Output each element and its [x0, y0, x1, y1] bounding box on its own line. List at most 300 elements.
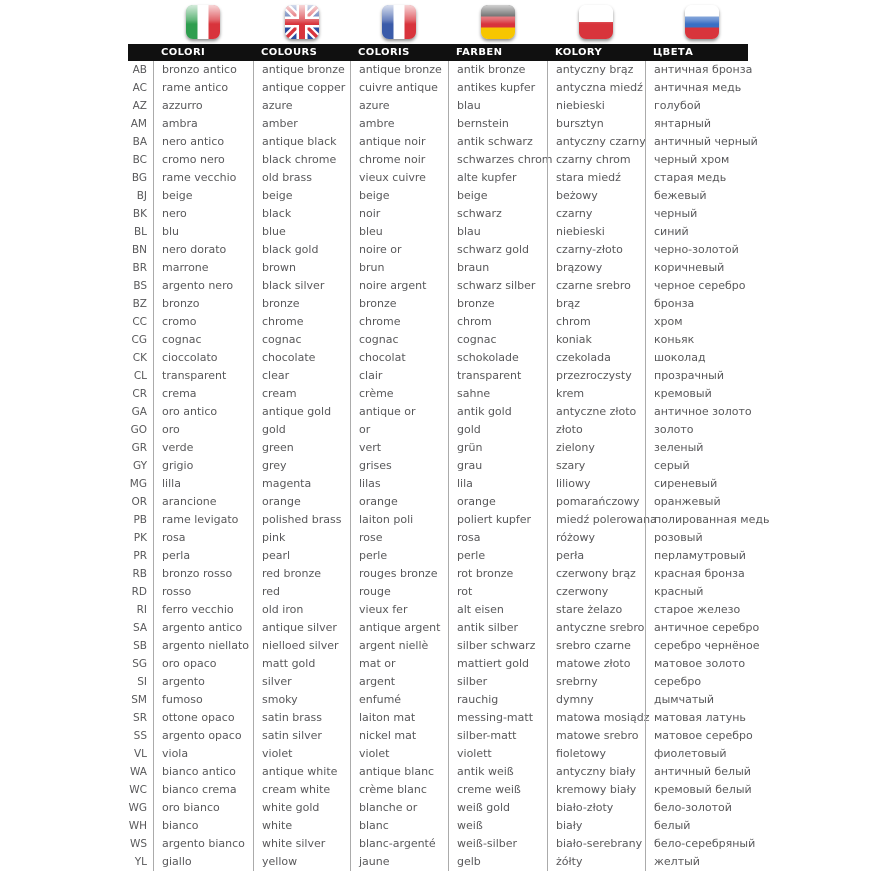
- color-code: YL: [134, 856, 147, 868]
- color-code: MG: [129, 478, 147, 490]
- color-name-colori: oro: [153, 421, 253, 439]
- color-name-colori: cioccolato: [153, 349, 253, 367]
- color-name-colori: ambra: [153, 115, 253, 133]
- color-name-colori: argento antico: [153, 619, 253, 637]
- color-name-farben: orange: [448, 493, 547, 511]
- color-name-kolory: antyczne złoto: [547, 403, 645, 421]
- color-name-coloris: blanche or: [350, 799, 448, 817]
- color-name-colours: chrome: [253, 313, 350, 331]
- color-name-kolory: złoto: [547, 421, 645, 439]
- color-name-cveta: старое железо: [645, 601, 775, 619]
- color-name-kolory: perła: [547, 547, 645, 565]
- color-name-cveta: фиолетовый: [645, 745, 775, 763]
- color-name-cveta: старая медь: [645, 169, 775, 187]
- color-name-cveta: шоколад: [645, 349, 775, 367]
- color-name-farben: grau: [448, 457, 547, 475]
- color-name-colori: argento: [153, 673, 253, 691]
- color-name-coloris: cognac: [350, 331, 448, 349]
- color-name-cveta: красная бронза: [645, 565, 775, 583]
- color-name-cveta: античное золото: [645, 403, 775, 421]
- color-name-farben: weiß gold: [448, 799, 547, 817]
- color-name-farben: schwarz gold: [448, 241, 547, 259]
- color-name-coloris: perle: [350, 547, 448, 565]
- color-code: WS: [129, 838, 147, 850]
- color-code: BS: [133, 280, 147, 292]
- color-name-colours: silver: [253, 673, 350, 691]
- color-code: BC: [132, 154, 147, 166]
- color-code: CG: [131, 334, 147, 346]
- color-code: SG: [132, 658, 147, 670]
- color-name-kolory: kremowy biały: [547, 781, 645, 799]
- color-name-kolory: biało-złoty: [547, 799, 645, 817]
- color-name-kolory: czarny chrom: [547, 151, 645, 169]
- color-name-cveta: античный черный: [645, 133, 775, 151]
- color-code: CC: [132, 316, 147, 328]
- color-name-colours: black silver: [253, 277, 350, 295]
- color-name-kolory: matowe srebro: [547, 727, 645, 745]
- color-name-farben: perle: [448, 547, 547, 565]
- color-name-kolory: srebrny: [547, 673, 645, 691]
- color-code: BG: [131, 172, 147, 184]
- color-name-kolory: stara miedź: [547, 169, 645, 187]
- color-name-cveta: античное серебро: [645, 619, 775, 637]
- color-name-coloris: antique blanc: [350, 763, 448, 781]
- flag-france: [382, 5, 416, 39]
- color-name-cveta: серый: [645, 457, 775, 475]
- color-name-coloris: crème: [350, 385, 448, 403]
- color-code: AC: [132, 82, 147, 94]
- color-name-coloris: azure: [350, 97, 448, 115]
- color-name-cveta: янтарный: [645, 115, 775, 133]
- color-name-coloris: chrome: [350, 313, 448, 331]
- color-name-coloris: laiton poli: [350, 511, 448, 529]
- color-name-colours: gold: [253, 421, 350, 439]
- color-name-coloris: bleu: [350, 223, 448, 241]
- color-name-colours: magenta: [253, 475, 350, 493]
- color-code: AZ: [132, 100, 147, 112]
- color-name-farben: transparent: [448, 367, 547, 385]
- color-name-colori: blu: [153, 223, 253, 241]
- color-name-kolory: czerwony: [547, 583, 645, 601]
- color-name-kolory: antyczny czarny: [547, 133, 645, 151]
- color-name-kolory: antyczna miedź: [547, 79, 645, 97]
- color-name-coloris: jaune: [350, 853, 448, 871]
- color-name-colori: beige: [153, 187, 253, 205]
- color-code: SS: [133, 730, 147, 742]
- color-name-farben: rosa: [448, 529, 547, 547]
- color-name-farben: grün: [448, 439, 547, 457]
- color-name-farben: sahne: [448, 385, 547, 403]
- color-name-cveta: голубой: [645, 97, 775, 115]
- color-code: PR: [133, 550, 147, 562]
- color-name-colori: oro antico: [153, 403, 253, 421]
- table-header-bar: [128, 44, 748, 61]
- color-code: GY: [132, 460, 147, 472]
- color-name-colori: cromo nero: [153, 151, 253, 169]
- color-name-coloris: laiton mat: [350, 709, 448, 727]
- color-name-farben: alte kupfer: [448, 169, 547, 187]
- color-name-cveta: сиреневый: [645, 475, 775, 493]
- color-name-colours: amber: [253, 115, 350, 133]
- color-name-colori: nero antico: [153, 133, 253, 151]
- color-name-farben: silber: [448, 673, 547, 691]
- color-name-colori: ottone opaco: [153, 709, 253, 727]
- color-name-coloris: chocolat: [350, 349, 448, 367]
- color-name-colori: lilla: [153, 475, 253, 493]
- color-name-farben: braun: [448, 259, 547, 277]
- color-name-coloris: beige: [350, 187, 448, 205]
- color-name-kolory: beżowy: [547, 187, 645, 205]
- color-name-colori: rame vecchio: [153, 169, 253, 187]
- color-name-cveta: кремовый: [645, 385, 775, 403]
- color-name-kolory: liliowy: [547, 475, 645, 493]
- color-name-cveta: античная медь: [645, 79, 775, 97]
- color-name-coloris: grises: [350, 457, 448, 475]
- color-name-kolory: czerwony brąz: [547, 565, 645, 583]
- color-name-kolory: żółty: [547, 853, 645, 871]
- color-name-colours: nielloed silver: [253, 637, 350, 655]
- color-name-kolory: bursztyn: [547, 115, 645, 133]
- color-name-colours: antique copper: [253, 79, 350, 97]
- flag-italy: [186, 5, 220, 39]
- color-name-kolory: krem: [547, 385, 645, 403]
- color-name-colori: oro bianco: [153, 799, 253, 817]
- color-name-coloris: clair: [350, 367, 448, 385]
- color-code: SR: [133, 712, 147, 724]
- color-name-farben: weiß: [448, 817, 547, 835]
- color-name-colours: red: [253, 583, 350, 601]
- color-code: WG: [128, 802, 147, 814]
- color-name-farben: creme weiß: [448, 781, 547, 799]
- color-name-kolory: szary: [547, 457, 645, 475]
- color-name-farben: bronze: [448, 295, 547, 313]
- color-name-coloris: vieux fer: [350, 601, 448, 619]
- color-code: CL: [133, 370, 147, 382]
- header-coloris: COLORIS: [358, 47, 410, 58]
- color-name-kolory: czarny-złoto: [547, 241, 645, 259]
- color-name-farben: antik weiß: [448, 763, 547, 781]
- color-code: AM: [130, 118, 147, 130]
- color-name-colori: giallo: [153, 853, 253, 871]
- color-code: CR: [132, 388, 147, 400]
- color-name-kolory: pomarańczowy: [547, 493, 645, 511]
- color-name-farben: rot: [448, 583, 547, 601]
- color-name-kolory: przezroczysty: [547, 367, 645, 385]
- color-code: BJ: [136, 190, 147, 202]
- color-name-farben: rot bronze: [448, 565, 547, 583]
- color-name-farben: beige: [448, 187, 547, 205]
- color-name-cveta: черное серебро: [645, 277, 775, 295]
- color-name-cveta: античная бронза: [645, 61, 775, 79]
- color-name-farben: cognac: [448, 331, 547, 349]
- color-name-colours: pearl: [253, 547, 350, 565]
- color-name-farben: antik silber: [448, 619, 547, 637]
- color-name-farben: lila: [448, 475, 547, 493]
- color-name-farben: silber schwarz: [448, 637, 547, 655]
- color-name-cveta: перламутровый: [645, 547, 775, 565]
- color-name-colours: green: [253, 439, 350, 457]
- color-name-kolory: matowe złoto: [547, 655, 645, 673]
- color-name-coloris: argent niellè: [350, 637, 448, 655]
- color-name-colori: viola: [153, 745, 253, 763]
- color-name-coloris: argent: [350, 673, 448, 691]
- color-code: BA: [132, 136, 147, 148]
- color-name-kolory: antyczne srebro: [547, 619, 645, 637]
- color-name-coloris: brun: [350, 259, 448, 277]
- color-name-farben: gelb: [448, 853, 547, 871]
- color-name-kolory: chrom: [547, 313, 645, 331]
- color-name-farben: antik gold: [448, 403, 547, 421]
- color-code: PK: [133, 532, 147, 544]
- color-code: SI: [137, 676, 147, 688]
- color-name-farben: blau: [448, 223, 547, 241]
- color-name-coloris: antique argent: [350, 619, 448, 637]
- color-code: BN: [131, 244, 147, 256]
- color-table-body: [128, 61, 775, 871]
- color-name-farben: antik schwarz: [448, 133, 547, 151]
- color-code: WH: [128, 820, 147, 832]
- color-name-cveta: бежевый: [645, 187, 775, 205]
- color-name-colours: yellow: [253, 853, 350, 871]
- color-name-coloris: chrome noir: [350, 151, 448, 169]
- color-name-colori: nero: [153, 205, 253, 223]
- color-name-cveta: коньяк: [645, 331, 775, 349]
- color-name-kolory: fioletowy: [547, 745, 645, 763]
- color-name-cveta: красный: [645, 583, 775, 601]
- color-name-colours: orange: [253, 493, 350, 511]
- color-name-colours: black: [253, 205, 350, 223]
- color-name-coloris: antique bronze: [350, 61, 448, 79]
- header-colori: COLORI: [161, 47, 206, 58]
- color-name-cveta: кремовый белый: [645, 781, 775, 799]
- color-name-kolory: biały: [547, 817, 645, 835]
- color-name-kolory: różowy: [547, 529, 645, 547]
- color-name-kolory: matowa mosiądz: [547, 709, 645, 727]
- color-name-cveta: коричневый: [645, 259, 775, 277]
- color-name-colori: perla: [153, 547, 253, 565]
- color-name-farben: chrom: [448, 313, 547, 331]
- color-name-coloris: bronze: [350, 295, 448, 313]
- color-code: PB: [133, 514, 147, 526]
- color-name-coloris: antique noir: [350, 133, 448, 151]
- color-name-colori: crema: [153, 385, 253, 403]
- color-code: GO: [130, 424, 147, 436]
- color-code: CK: [132, 352, 147, 364]
- color-name-cveta: матовое золото: [645, 655, 775, 673]
- color-name-kolory: antyczny brąz: [547, 61, 645, 79]
- color-name-kolory: biało-serebrany: [547, 835, 645, 853]
- color-name-colori: bianco: [153, 817, 253, 835]
- color-name-colours: antique black: [253, 133, 350, 151]
- color-name-colori: verde: [153, 439, 253, 457]
- color-name-colours: old brass: [253, 169, 350, 187]
- color-name-colours: violet: [253, 745, 350, 763]
- color-name-colori: transparent: [153, 367, 253, 385]
- color-name-farben: schokolade: [448, 349, 547, 367]
- color-name-cveta: розовый: [645, 529, 775, 547]
- color-name-colori: nero dorato: [153, 241, 253, 259]
- color-name-kolory: antyczny biały: [547, 763, 645, 781]
- color-name-kolory: czarny: [547, 205, 645, 223]
- color-code: BZ: [132, 298, 147, 310]
- color-code: AB: [132, 64, 147, 76]
- header-farben: FARBEN: [456, 47, 503, 58]
- color-name-colori: bronzo rosso: [153, 565, 253, 583]
- color-name-farben: violett: [448, 745, 547, 763]
- color-name-cveta: золото: [645, 421, 775, 439]
- color-name-farben: mattiert gold: [448, 655, 547, 673]
- color-name-colours: blue: [253, 223, 350, 241]
- color-name-coloris: antique or: [350, 403, 448, 421]
- color-name-colori: cromo: [153, 313, 253, 331]
- color-name-colori: argento nero: [153, 277, 253, 295]
- color-code: VL: [133, 748, 147, 760]
- color-name-farben: silber-matt: [448, 727, 547, 745]
- color-name-farben: weiß-silber: [448, 835, 547, 853]
- color-name-kolory: czarne srebro: [547, 277, 645, 295]
- color-name-colori: fumoso: [153, 691, 253, 709]
- color-name-cveta: матовая латунь: [645, 709, 775, 727]
- color-code: BK: [132, 208, 147, 220]
- flag-germany: [481, 5, 515, 39]
- color-name-coloris: blanc-argenté: [350, 835, 448, 853]
- color-name-colours: chocolate: [253, 349, 350, 367]
- color-name-cveta: матовое серебро: [645, 727, 775, 745]
- color-name-coloris: cuivre antique: [350, 79, 448, 97]
- color-name-colori: argento bianco: [153, 835, 253, 853]
- color-name-farben: schwarz silber: [448, 277, 547, 295]
- color-name-colours: smoky: [253, 691, 350, 709]
- color-name-cveta: серебро чернёное: [645, 637, 775, 655]
- header-colours: COLOURS: [261, 47, 318, 58]
- color-code: OR: [131, 496, 147, 508]
- color-name-colours: black chrome: [253, 151, 350, 169]
- color-name-colours: matt gold: [253, 655, 350, 673]
- color-name-coloris: vert: [350, 439, 448, 457]
- color-name-colours: polished brass: [253, 511, 350, 529]
- color-name-cveta: черный хром: [645, 151, 775, 169]
- color-name-coloris: blanc: [350, 817, 448, 835]
- color-name-farben: schwarzes chrom: [448, 151, 547, 169]
- color-name-coloris: crème blanc: [350, 781, 448, 799]
- color-code: SM: [131, 694, 147, 706]
- color-name-kolory: czekolada: [547, 349, 645, 367]
- color-name-coloris: noir: [350, 205, 448, 223]
- header-cveta: ЦВЕТА: [653, 47, 694, 58]
- color-name-colours: cream white: [253, 781, 350, 799]
- color-code: BR: [132, 262, 147, 274]
- color-name-kolory: brązowy: [547, 259, 645, 277]
- color-name-kolory: srebro czarne: [547, 637, 645, 655]
- flag-uk: [285, 5, 319, 39]
- color-name-colours: old iron: [253, 601, 350, 619]
- color-code: RB: [132, 568, 147, 580]
- color-name-cveta: полированная медь: [645, 511, 775, 529]
- color-name-colori: bianco crema: [153, 781, 253, 799]
- color-name-colours: grey: [253, 457, 350, 475]
- color-name-farben: bernstein: [448, 115, 547, 133]
- color-name-cveta: желтый: [645, 853, 775, 871]
- color-name-colours: cream: [253, 385, 350, 403]
- color-name-colori: oro opaco: [153, 655, 253, 673]
- color-name-colours: antique gold: [253, 403, 350, 421]
- color-name-colours: antique white: [253, 763, 350, 781]
- color-name-coloris: rouges bronze: [350, 565, 448, 583]
- color-name-coloris: rose: [350, 529, 448, 547]
- color-name-farben: antikes kupfer: [448, 79, 547, 97]
- color-name-farben: poliert kupfer: [448, 511, 547, 529]
- color-name-colori: grigio: [153, 457, 253, 475]
- color-name-cveta: бело-серебряный: [645, 835, 775, 853]
- color-name-kolory: miedź polerowana: [547, 511, 645, 529]
- color-name-farben: alt eisen: [448, 601, 547, 619]
- flag-slot-spacer: [128, 5, 153, 43]
- color-name-kolory: dymny: [547, 691, 645, 709]
- color-name-colours: beige: [253, 187, 350, 205]
- color-name-farben: schwarz: [448, 205, 547, 223]
- color-name-kolory: niebieski: [547, 223, 645, 241]
- color-name-colori: argento niellato: [153, 637, 253, 655]
- color-name-colours: brown: [253, 259, 350, 277]
- color-name-cveta: бело-золотой: [645, 799, 775, 817]
- color-name-farben: blau: [448, 97, 547, 115]
- color-name-colours: cognac: [253, 331, 350, 349]
- color-code: GA: [131, 406, 147, 418]
- color-name-cveta: черно-золотой: [645, 241, 775, 259]
- color-name-cveta: черный: [645, 205, 775, 223]
- color-name-colours: antique bronze: [253, 61, 350, 79]
- color-name-colours: azure: [253, 97, 350, 115]
- color-name-kolory: koniak: [547, 331, 645, 349]
- color-name-colori: bianco antico: [153, 763, 253, 781]
- color-name-colori: ferro vecchio: [153, 601, 253, 619]
- color-name-coloris: lilas: [350, 475, 448, 493]
- color-name-colours: white: [253, 817, 350, 835]
- color-name-coloris: rouge: [350, 583, 448, 601]
- color-name-coloris: noire or: [350, 241, 448, 259]
- color-name-coloris: or: [350, 421, 448, 439]
- color-name-colours: bronze: [253, 295, 350, 313]
- color-name-kolory: brąz: [547, 295, 645, 313]
- color-name-cveta: синий: [645, 223, 775, 241]
- color-name-colori: marrone: [153, 259, 253, 277]
- color-name-coloris: enfumé: [350, 691, 448, 709]
- color-name-farben: messing-matt: [448, 709, 547, 727]
- flag-poland: [579, 5, 613, 39]
- color-name-colours: satin silver: [253, 727, 350, 745]
- color-name-colours: red bronze: [253, 565, 350, 583]
- color-name-cveta: прозрачный: [645, 367, 775, 385]
- color-name-cveta: оранжевый: [645, 493, 775, 511]
- color-code: WC: [129, 784, 147, 796]
- color-name-colours: white silver: [253, 835, 350, 853]
- color-code: WA: [130, 766, 147, 778]
- color-code: BL: [133, 226, 147, 238]
- color-name-colori: rosso: [153, 583, 253, 601]
- color-name-colori: argento opaco: [153, 727, 253, 745]
- color-code: RI: [136, 604, 147, 616]
- color-name-colori: rame antico: [153, 79, 253, 97]
- color-code: GR: [131, 442, 147, 454]
- color-name-cveta: бронза: [645, 295, 775, 313]
- color-name-colours: pink: [253, 529, 350, 547]
- color-name-colours: satin brass: [253, 709, 350, 727]
- color-name-colori: bronzo: [153, 295, 253, 313]
- color-name-cveta: дымчатый: [645, 691, 775, 709]
- color-name-colours: clear: [253, 367, 350, 385]
- color-name-colori: cognac: [153, 331, 253, 349]
- color-code: RD: [131, 586, 147, 598]
